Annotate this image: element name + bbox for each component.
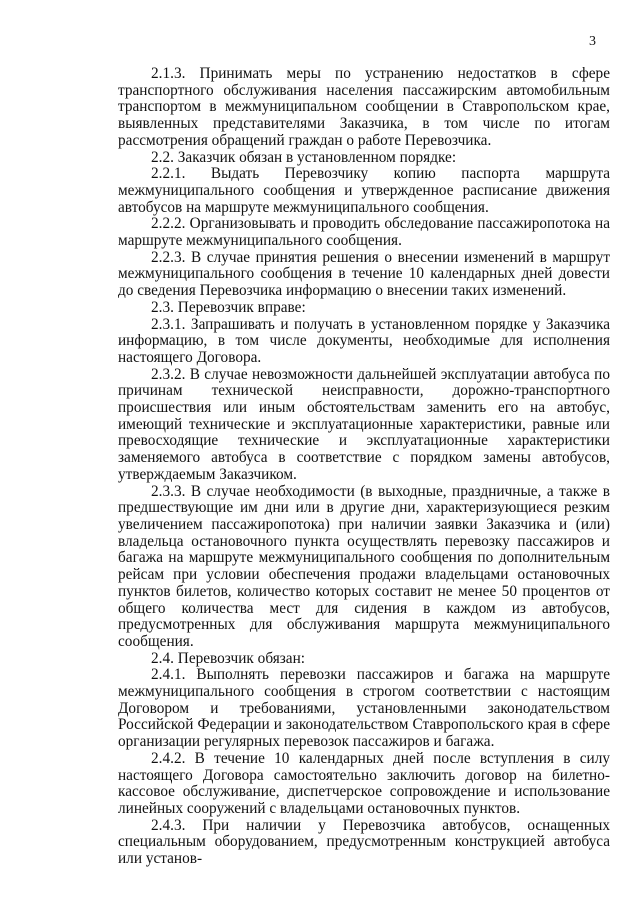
- clause-2-4-2: 2.4.2. В течение 10 календарных дней после вступления в силу настоящего Договора самостоятельно заключить договор на билетно-кассовое обслуживание, диспетчерское сопровождение и использование линейных сооружений с владельцами остановочных пунктов.: [118, 749, 610, 817]
- clause-2-3-3: 2.3.3. В случае необходимости (в выходные, праздничные, а также в предшествующие им дни или в другие дни, характеризующиеся резким увеличением пассажиропотока) при наличии заявки Заказчика и (или) владельца остановочного пункта осуществлять перевозку пассажиров и багажа на маршруте межмуниципального сообщения по дополнительным рейсам при условии обеспечения продажи владельцами остановочных пунктов билетов, количество которых составит не менее 50 процентов от общего количества мест для сидения в каждом из автобусов, предусмотренных для обслуживания маршрута межмуниципального сообщения.: [118, 482, 610, 650]
- section-2-3-heading: 2.3. Перевозчик вправе:: [151, 298, 306, 316]
- clause-2-2-3: 2.2.3. В случае принятия решения о внесении изменений в маршрут межмуниципального сообщения в течение 10 календарных дней довести до сведения Перевозчика информацию о внесении таких изменений.: [118, 248, 610, 300]
- section-2-2-heading: 2.2. Заказчик обязан в установленном порядке:: [151, 148, 457, 166]
- clause-2-4-1: 2.4.1. Выполнять перевозки пассажиров и багажа на маршруте межмуниципального сообщения в строгом соответствии с настоящим Договором и требованиями, установленными законодательством Российской Федерации и законодательством Ставропольского края в сфере организации регулярных перевозок пассажиров и багажа.: [118, 666, 610, 751]
- clause-2-4-3: 2.4.3. При наличии у Перевозчика автобусов, оснащенных специальным оборудованием, предусмотренным конструкцией автобуса или установ-: [118, 816, 610, 868]
- clause-2-3-1: 2.3.1. Запрашивать и получать в установленном порядке у Заказчика информацию, в том числе документы, необходимые для исполнения настоящего Договора.: [118, 315, 610, 366]
- document-body: [118, 66, 610, 868]
- section-2-4-heading: 2.4. Перевозчик обязан:: [151, 649, 306, 667]
- page-number: 3: [589, 34, 596, 49]
- clause-2-3-2: 2.3.2. В случае невозможности дальнейшей эксплуатации автобуса по причинам технической неисправности, дорожно-транспортного происшествия или иным обстоятельствам заменить его на автобус, имеющий технические и эксплуатационные характеристики, равные или превосходящие технические и эксплуатационные характеристики заменяемого автобуса в соответствие с порядком замены автобусов, утверждаемым Заказчиком.: [118, 365, 610, 483]
- clause-2-1-3: 2.1.3. Принимать меры по устранению недостатков в сфере транспортного обслуживания населения пассажирским автомобильным транспортом в межмуниципальном сообщении в Ставропольском крае, выявленных представителями Заказчика, в том числе по итогам рассмотрения обращений граждан о работе Перевозчика.: [118, 65, 610, 149]
- clause-2-2-2: 2.2.2. Организовывать и проводить обследование пассажиропотока на маршруте межмуниципального сообщения.: [118, 215, 610, 250]
- clause-2-2-1: 2.2.1. Выдать Перевозчику копию паспорта маршрута межмуниципального сообщения и утвержденное расписание движения автобусов на маршруте межмуниципального сообщения.: [118, 165, 610, 216]
